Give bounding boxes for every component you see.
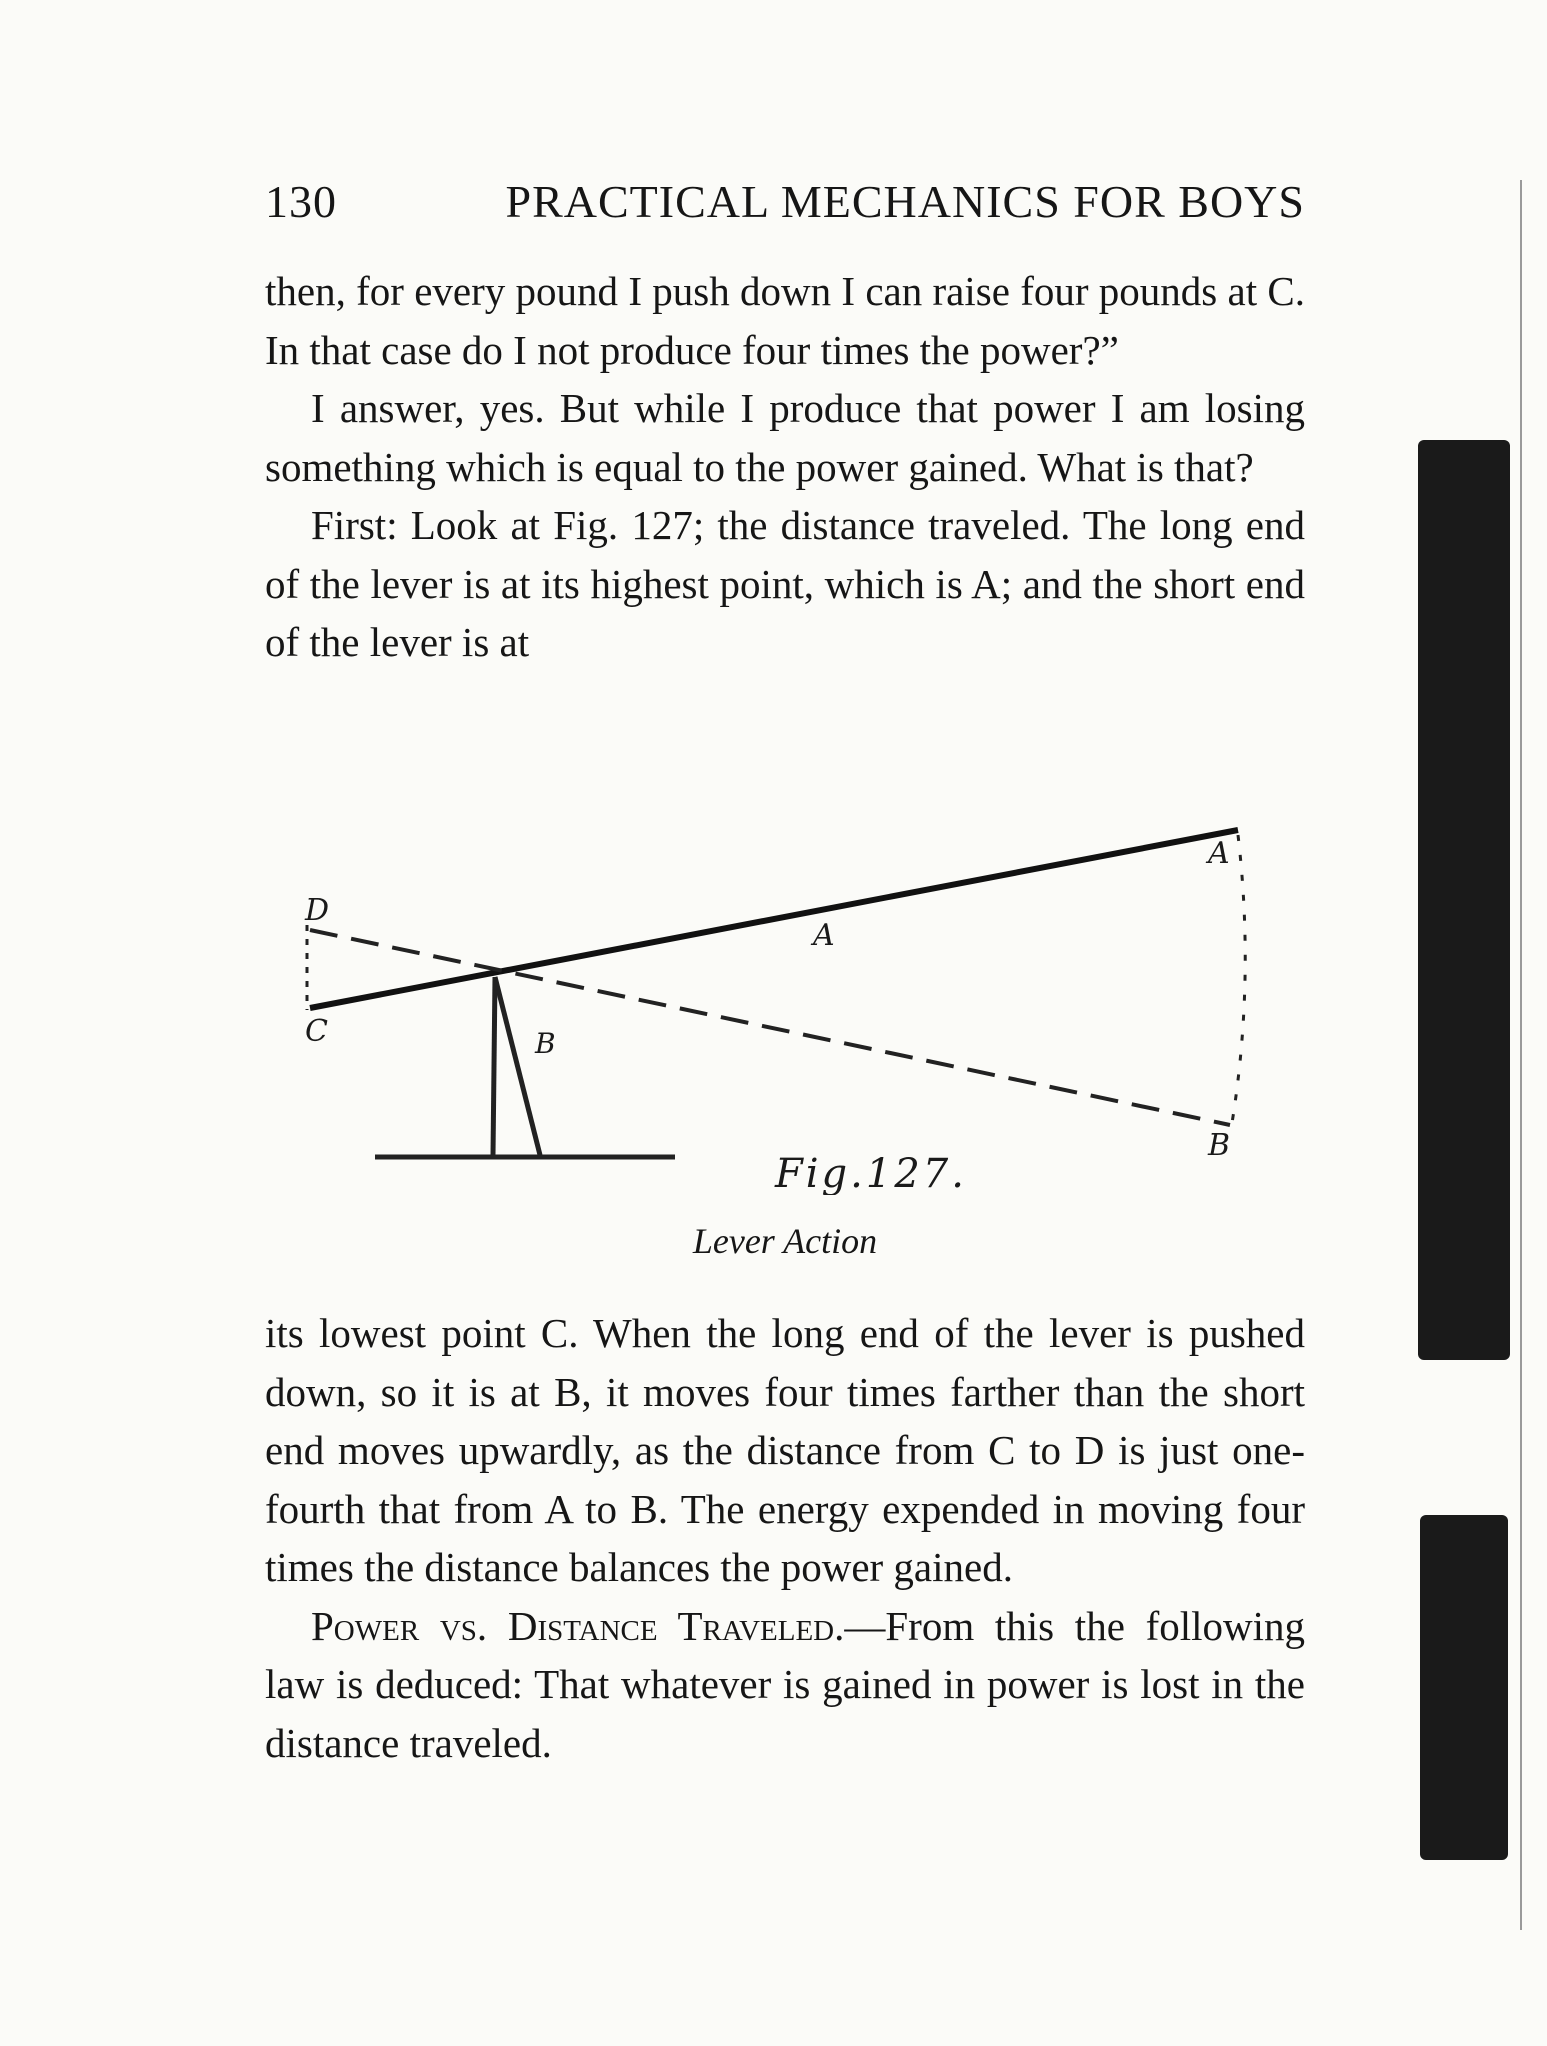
text-block-top — [265, 262, 1305, 672]
label-d: D — [305, 893, 330, 928]
lever-dashed — [310, 930, 1230, 1125]
fulcrum-right-leg — [495, 977, 540, 1155]
page-number: 130 — [265, 176, 337, 227]
binding-shadow-upper — [1418, 440, 1510, 1360]
label-c: C — [305, 1014, 328, 1049]
lever-solid — [310, 830, 1238, 1008]
fulcrum-left-leg — [493, 977, 495, 1155]
running-title: PRACTICAL MECHANICS FOR BOYS — [505, 176, 1305, 227]
paragraph: its lowest point C. When the long end of the lever is pushed down, so it is at B, it moves four times farther than the short end moves upwardly, as the distance from C to D is just one-fourth that from A to B. The energy expended in moving four times the distance balances the power gained. — [265, 1310, 1305, 1590]
section-body: —From this the following law is deduced: That whatever is gained in power is lost in the distance traveled. — [265, 1602, 1305, 1766]
paragraph: First: Look at Fig. 127; the distance traveled. The long end of the lever is at its highest point, which is A; and the short end of the lever is at — [265, 502, 1305, 665]
running-header — [265, 175, 1305, 235]
paragraph: then, for every pound I push down I can raise four pounds at C. In that case do I not produce four times the power?” — [265, 268, 1305, 373]
lever-diagram-svg — [280, 805, 1280, 1195]
text-block-bottom — [265, 1304, 1305, 1772]
paragraph-section — [265, 1597, 1305, 1773]
section-heading: Power vs. Distance Traveled. — [311, 1602, 845, 1649]
binding-shadow-lower — [1420, 1515, 1508, 1860]
page-edge-line — [1520, 180, 1522, 1930]
label-a-end: A — [1208, 836, 1230, 871]
label-a-mid: A — [813, 918, 835, 953]
label-b-mid: B — [535, 1027, 556, 1060]
paragraph: I answer, yes. But while I produce that power I am losing something which is equal to the power gained. What is that? — [265, 385, 1305, 490]
lever-diagram — [280, 805, 1280, 1195]
label-b-end: B — [1208, 1128, 1231, 1163]
figure-caption: Lever Action — [692, 1221, 878, 1261]
figure-number: Fig.127. — [775, 1151, 967, 1195]
arc-a-b — [1232, 835, 1245, 1123]
